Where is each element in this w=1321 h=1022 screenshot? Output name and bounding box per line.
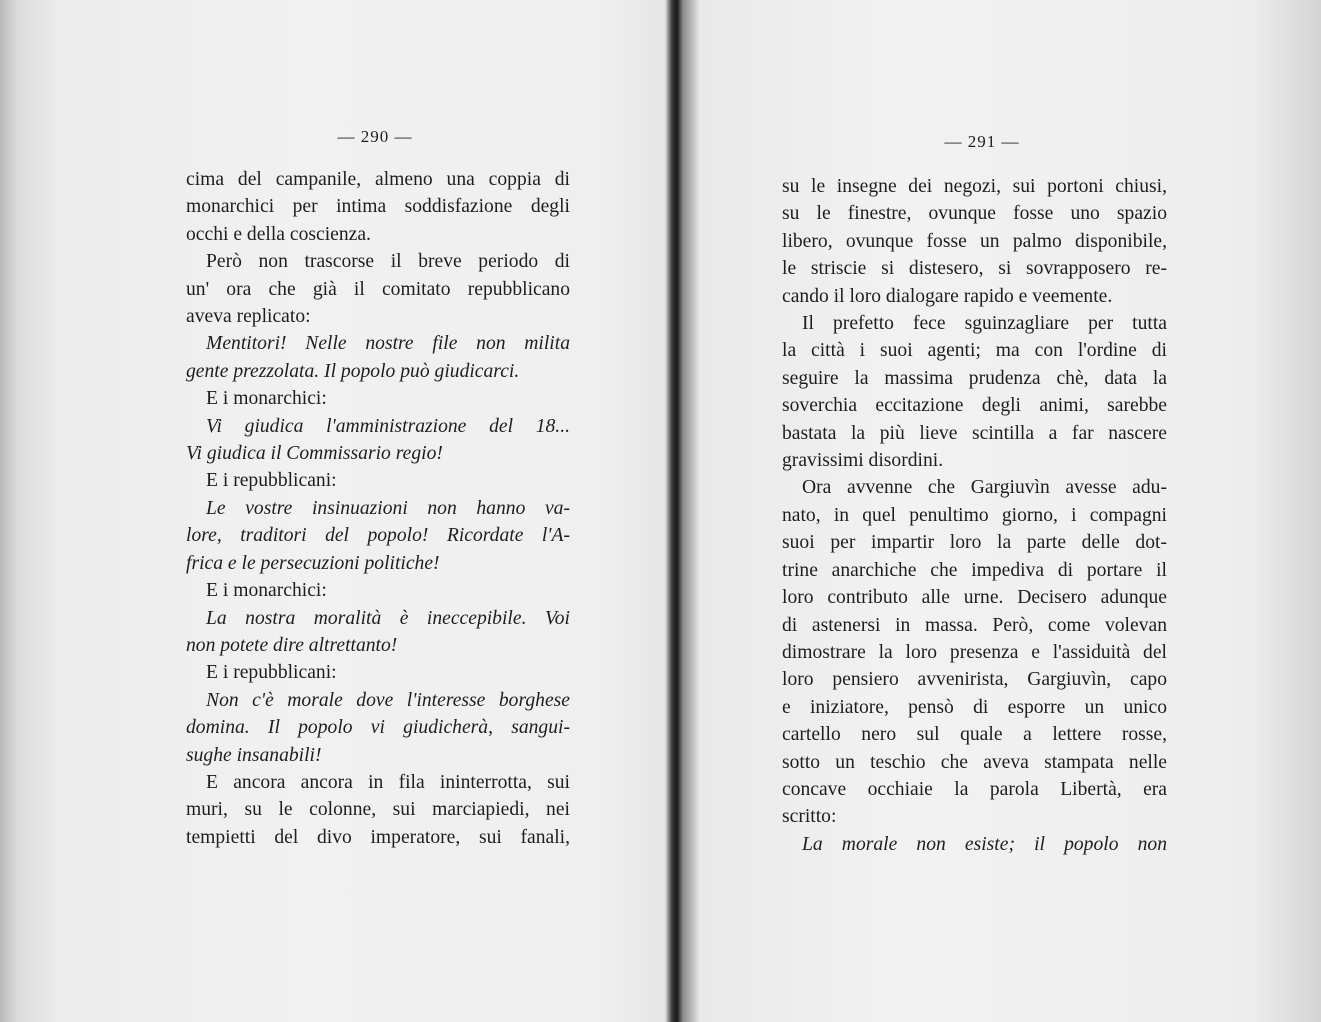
text-line: le striscie si distesero, si sovrapposero re-: [782, 258, 1167, 280]
text-line: cima del campanile, almeno una coppia di: [186, 169, 570, 190]
text-line: Il prefetto fece sguinzagliare per tutta: [802, 313, 1167, 335]
text-line: E i repubblicani:: [206, 470, 337, 492]
text-line: non potete dire altrettanto!: [186, 634, 398, 656]
text-line: su le insegne dei negozi, sui portoni chiusi,: [782, 176, 1167, 197]
text-line: e iniziatore, pensò di esporre un unico: [782, 696, 1167, 718]
page-body: [186, 166, 570, 851]
page-number: — 290 —: [337, 127, 413, 146]
text-line: monarchici per intima soddisfazione degli: [186, 196, 570, 218]
text-line: di astenersi in massa. Però, come volevan: [782, 614, 1167, 636]
text-line: cartello nero sul quale a lettere rosse,: [782, 724, 1167, 746]
text-line: Non c'è morale dove l'interesse borghese: [206, 689, 570, 711]
text-line: La nostra moralità è ineccepibile. Voi: [206, 607, 570, 629]
text-line: occhi e della coscienza.: [186, 223, 371, 245]
text-line: seguire la massima prudenza chè, data la: [782, 367, 1167, 389]
text-line: gravissimi disordini.: [782, 450, 944, 472]
text-line: Però non trascorse il breve periodo di: [206, 251, 570, 273]
text-line: E ancora ancora in fila ininterrotta, sui: [206, 771, 570, 793]
text-line: scritto:: [782, 806, 837, 828]
text-line: sotto un teschio che aveva stampata nelle: [782, 751, 1167, 773]
text-line: tempietti del divo imperatore, sui fanali,: [186, 826, 570, 848]
text-line: Vi giudica il Commissario regio!: [186, 443, 443, 465]
text-line: loro pensiero avvenirista, Gargiuvìn, capo: [782, 669, 1167, 691]
text-line: cando il loro dialogare rapido e veemente.: [782, 285, 1113, 307]
text-line: un' ora che già il comitato repubblicano: [186, 278, 570, 300]
text-line: loro contributo alle urne. Decisero adunque: [782, 587, 1167, 609]
text-line: Le vostre insinuazioni non hanno va-: [206, 497, 570, 519]
text-line: muri, su le colonne, sui marciapiedi, nei: [186, 799, 570, 821]
text-line: E i monarchici:: [206, 388, 327, 410]
text-line: frica e le persecuzioni politiche!: [186, 552, 440, 574]
text-line: dimostrare la loro presenza e l'assiduità del: [782, 641, 1167, 663]
text-line: trine anarchiche che impediva di portare il: [782, 559, 1167, 581]
text-line: bastata la più lieve scintilla a far nascere: [782, 422, 1167, 444]
text-line: suoi per impartir loro la parte delle dot-: [782, 532, 1167, 554]
text-line: lore, traditori del popolo! Ricordate l'A-: [186, 525, 570, 547]
text-line: Vi giudica l'amministrazione del 18...: [206, 415, 570, 437]
text-line: E i monarchici:: [206, 580, 327, 602]
text-line: domina. Il popolo vi giudicherà, sangui-: [186, 717, 570, 739]
text-line: nato, in quel penultimo giorno, i compagni: [782, 504, 1167, 526]
page-body: [782, 173, 1167, 858]
text-line: libero, ovunque fosse un palmo disponibile,: [782, 230, 1167, 252]
text-line: su le finestre, ovunque fosse uno spazio: [782, 203, 1167, 225]
right-page: [682, 0, 1321, 1022]
text-line: Ora avvenne che Gargiuvìn avesse adu-: [802, 477, 1167, 499]
page-number: — 291 —: [944, 132, 1020, 151]
text-line: La morale non esiste; il popolo non: [802, 833, 1167, 855]
text-line: soverchia eccitazione degli animi, sarebbe: [782, 395, 1167, 417]
text-line: gente prezzolata. Il popolo può giudicarci.: [186, 360, 520, 382]
text-line: concave occhiaie la parola Libertà, era: [782, 778, 1167, 800]
text-line: E i repubblicani:: [206, 662, 337, 684]
text-line: sughe insanabili!: [186, 744, 322, 766]
text-line: Mentitori! Nelle nostre file non milita: [206, 333, 570, 355]
text-line: aveva replicato:: [186, 306, 311, 328]
text-line: la città i suoi agenti; ma con l'ordine di: [782, 340, 1167, 362]
